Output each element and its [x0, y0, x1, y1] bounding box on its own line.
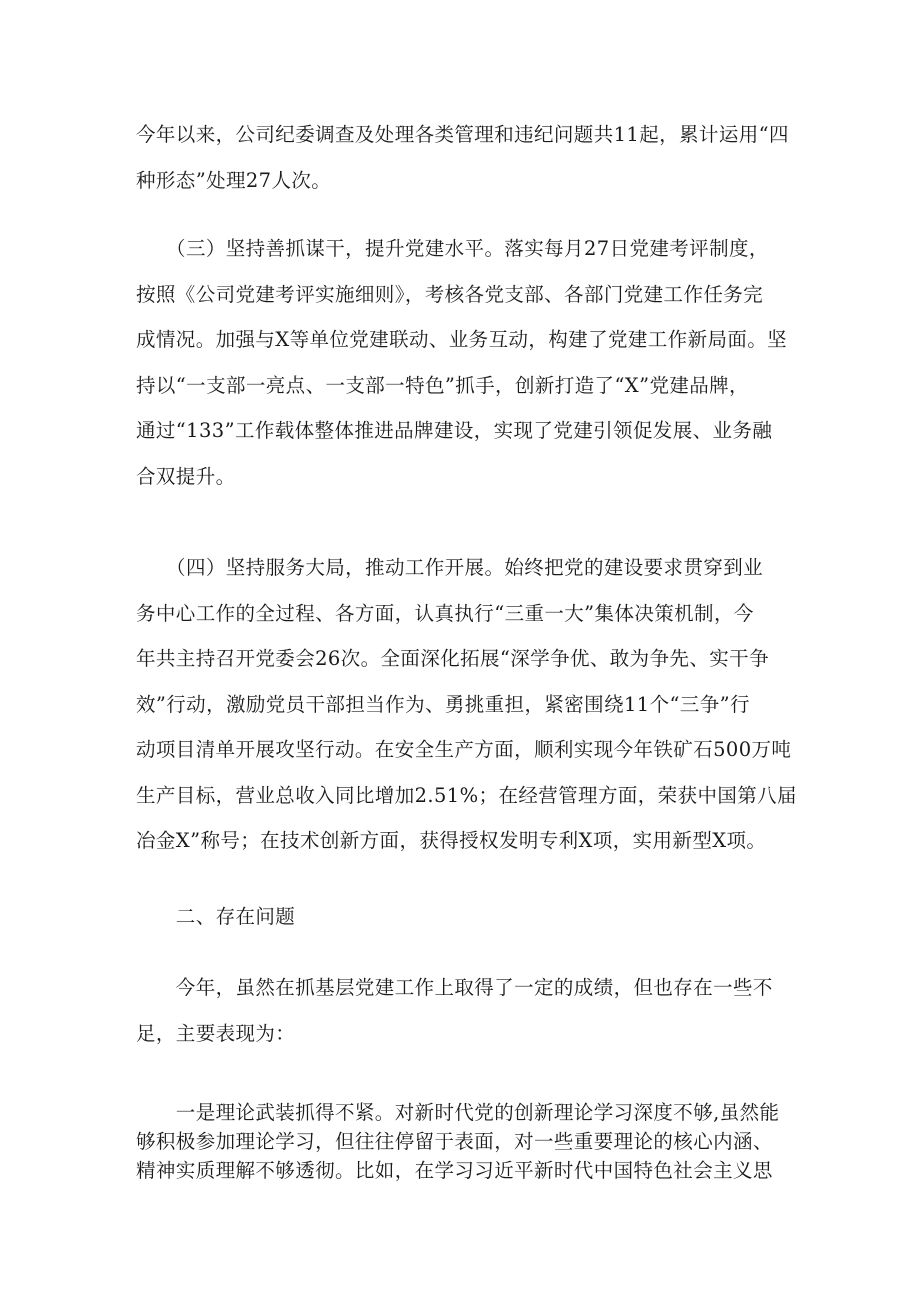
- paragraph-theory-study: [136, 1098, 786, 1185]
- paragraph-serve-overall-situation: [136, 545, 797, 864]
- text-line: （四）坚持服务大局，推动工作开展。始终把党的建设要求贯穿到业: [136, 556, 764, 579]
- text-line: （三）坚持善抓谋干，提升党建水平。落实每月27日党建考评制度，: [136, 237, 769, 260]
- text-line: 年共主持召开党委会26次。全面深化拓展“深学争优、敢为争先、实干争: [136, 647, 769, 670]
- text-line: 今年以来，公司纪委调查及处理各类管理和违纪问题共11起，累计运用“四: [136, 123, 789, 146]
- text-line: 一是理论武装抓得不紧。对新时代党的创新理论学习深度不够,虽然能: [136, 1101, 780, 1124]
- text-line: 动项目清单开展攻坚行动。在安全生产方面，顺利实现今年铁矿石500万吨: [136, 738, 792, 761]
- section-heading-problems: [136, 894, 786, 940]
- text-line: 生产目标，营业总收入同比增加2.51%；在经营管理方面，荣获中国第八届: [136, 783, 797, 807]
- text-line: 足，主要表现为：: [136, 1021, 296, 1045]
- text-line: 够积极参加理论学习，但往往停留于表面，对一些重要理论的核心内涵、: [136, 1130, 773, 1153]
- text-line: 冶金X”称号；在技术创新方面，获得授权发明专利X项，实用新型X项。: [136, 829, 767, 852]
- text-line: 务中心工作的全过程、各方面，认真执行“三重一大”集体决策机制，今: [136, 601, 754, 625]
- text-line: 种形态”处理27人次。: [136, 168, 332, 192]
- text-line: 合双提升。: [136, 464, 236, 488]
- text-line: 成情况。加强与X等单位党建联动、业务互动，构建了党建工作新局面。坚: [136, 328, 788, 351]
- text-line: 精神实质理解不够透彻。比如，在学习习近平新时代中国特色社会主义思: [136, 1159, 773, 1182]
- text-line: 二、存在问题: [136, 905, 296, 928]
- text-line: 效”行动，激励党员干部担当作为、勇挑重担，紧密围绕11个“三争”行: [136, 692, 750, 716]
- text-line: 按照《公司党建考评实施细则》，考核各党支部、各部门党建工作任务完: [136, 282, 764, 306]
- paragraph-discipline-summary: [136, 112, 789, 203]
- paragraph-problems-intro: [136, 965, 786, 1056]
- text-line: 今年，虽然在抓基层党建工作上取得了一定的成绩，但也存在一些不: [136, 976, 773, 999]
- text-line: 通过“133”工作载体整体推进品牌建设，实现了党建引领促发展、业务融: [136, 419, 773, 442]
- text-line: 持以“一支部一亮点、一支部一特色”抓手，创新打造了“X”党建品牌，: [136, 373, 749, 397]
- paragraph-party-building-level: [136, 226, 786, 499]
